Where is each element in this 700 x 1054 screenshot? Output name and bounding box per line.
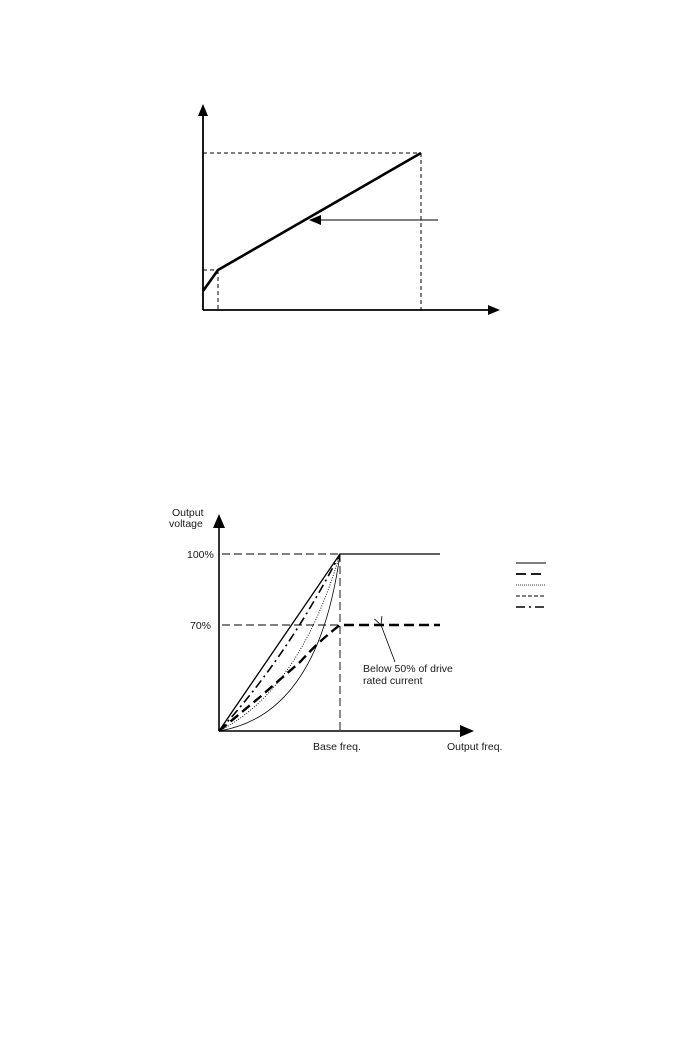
figure2-x-axis-arrowhead bbox=[460, 725, 474, 737]
figure2-legend bbox=[516, 563, 546, 607]
figure2-annotation-line1: Below 50% of drive bbox=[363, 663, 453, 675]
figure2-chart bbox=[169, 507, 546, 753]
figure2-tick-100-label: 100% bbox=[187, 549, 214, 561]
figure1-vf-curve bbox=[203, 153, 421, 291]
figure1-diagram bbox=[198, 104, 500, 315]
figure2-y-axis-label-line2: voltage bbox=[169, 518, 203, 530]
figure1-y-axis-arrowhead bbox=[198, 104, 208, 116]
figure2-y-axis-arrowhead bbox=[213, 514, 225, 528]
figure2-x-axis-label: Output freq. bbox=[447, 741, 503, 753]
figure2-curve-solid bbox=[219, 554, 440, 731]
figure2-tick-70-label: 70% bbox=[190, 620, 212, 632]
figure1-x-axis-arrowhead bbox=[488, 305, 500, 315]
figure2-annotation-pointer bbox=[381, 625, 395, 662]
figure2-base-freq-label: Base freq. bbox=[313, 741, 361, 753]
figure2-annotation-line2: rated current bbox=[363, 675, 423, 687]
figure2-y-axis-label-line1: Output bbox=[172, 507, 204, 519]
